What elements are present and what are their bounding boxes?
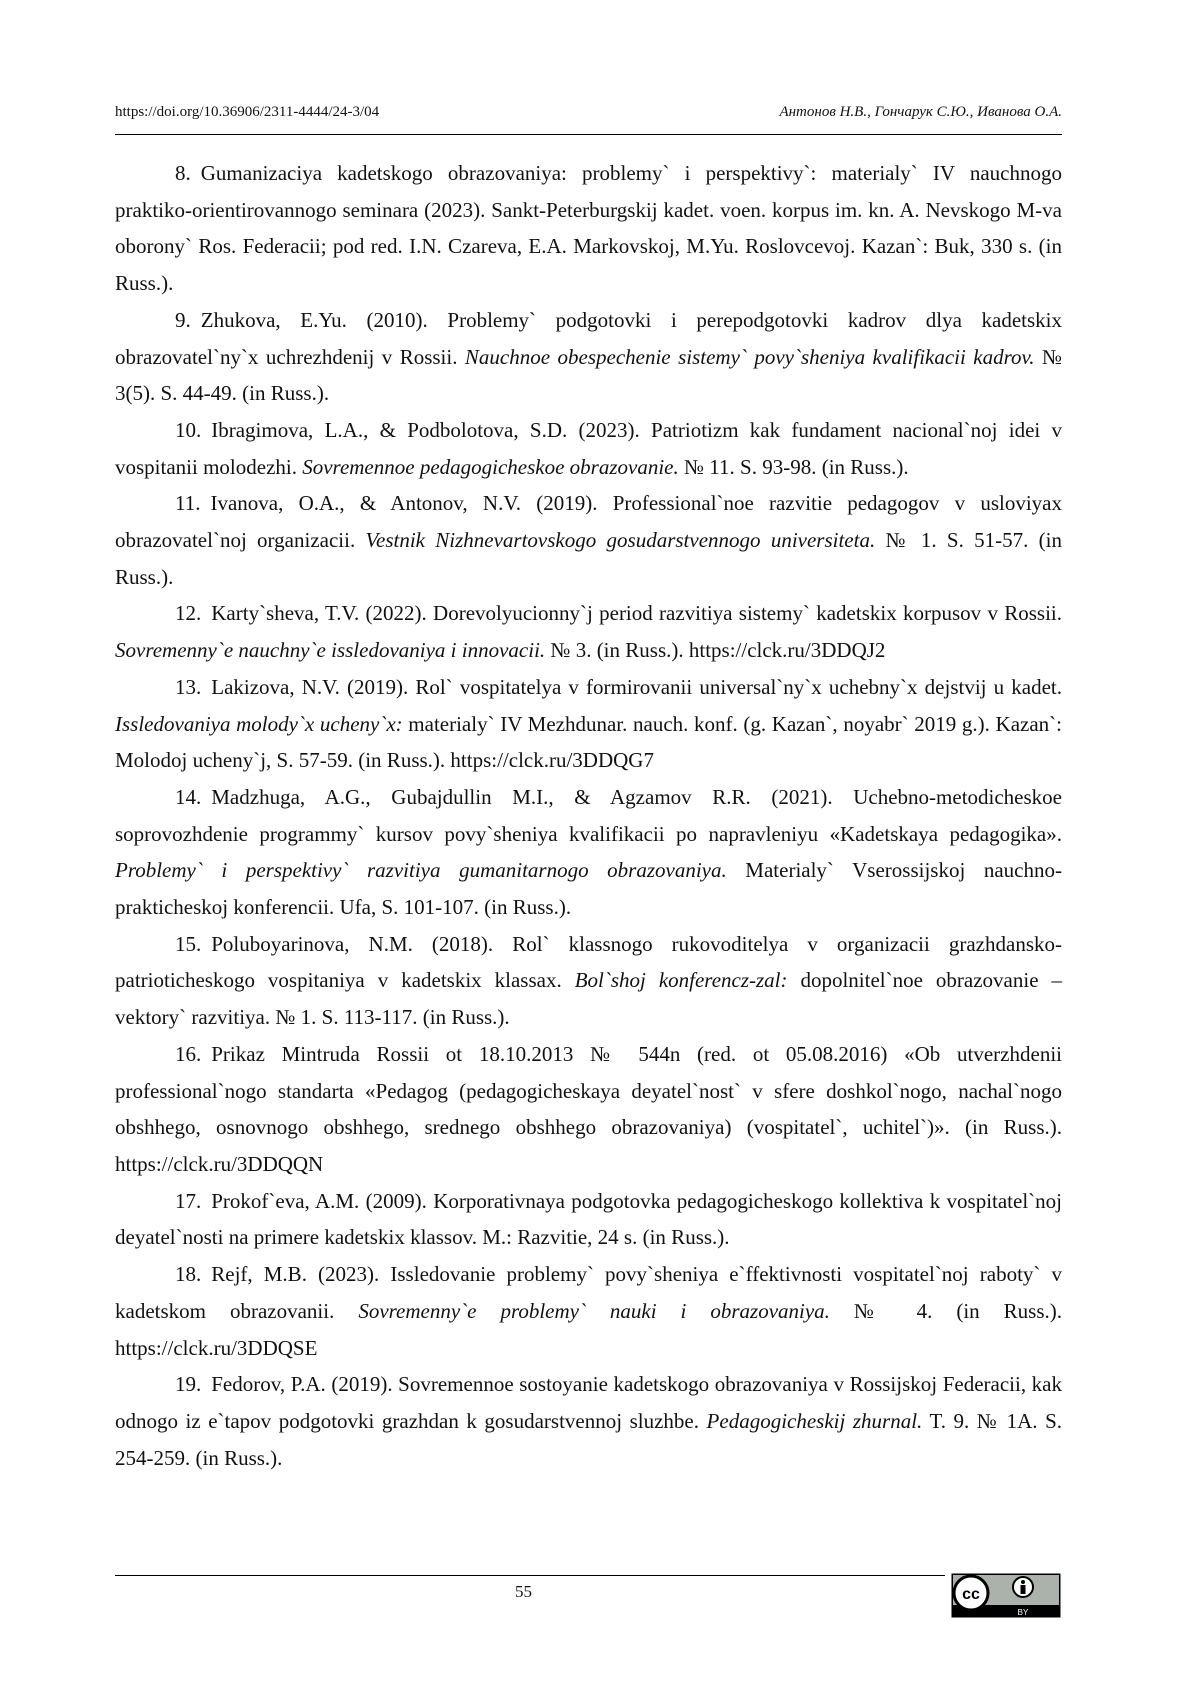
page-header <box>115 104 1062 121</box>
reference-item <box>115 1036 1062 1183</box>
reference-item <box>115 926 1062 1036</box>
doi-link[interactable]: https://doi.org/10.36906/2311-4444/24-3/04 <box>115 104 379 121</box>
reference-text: T. 9. № 1A. S. 254-259. (in Russ.). <box>115 1409 1062 1470</box>
reference-text: Prokof`eva, A.M. (2009). Korporativnaya podgotovka pedagogicheskogo kollektiva k vospitatel`noj deyatel`nosti na primere kadetskix klassov. M.: Razvitie, 24 s. (in Russ.). <box>115 1189 1062 1250</box>
reference-text: Fedorov, P.A. (2019). Sovremennoe sostoyanie kadetskogo obrazovaniya v Rossijskoj Federacii, kak odnogo iz e`tapov podgotovki grazhdan k gosudarstvennoj sluzhbe. <box>115 1372 1062 1433</box>
reference-item <box>115 1256 1062 1366</box>
reference-source-title: Vestnik Nizhnevartovskogo gosudarstvennogo universiteta. <box>366 528 876 552</box>
reference-source-title: Problemy` i perspektivy` razvitiya gumanitarnogo obrazovaniya. <box>115 858 727 882</box>
reference-text: Gumanizaciya kadetskogo obrazovaniya: problemy` i perspektivy`: materialy` IV nauchnogo praktiko-orientirovannogo seminara (2023). Sankt-Peterburgskij kadet. voen. korpus im. kn. A. Nevskogo M-va oborony` Ros. Federacii; pod red. I.N. Czareva, E.A. Markovskoj, M.Yu. Roslovcevoj. Kazan`: Buk, 330 s. (in Russ.). <box>115 161 1062 295</box>
reference-text: Lakizova, N.V. (2019). Rol` vospitatelya v formirovanii universal`ny`x uchebny`x dejstvij u kadet. <box>211 675 1062 699</box>
reference-text: Madzhuga, A.G., Gubajdullin M.I., & Agzamov R.R. (2021). Uchebno-metodicheskoe soprovozhdenie programmy` kursov povy`sheniya kvalifikacii po napravleniyu «Kadetskaya pedagogika». <box>115 785 1062 846</box>
reference-text: Ivanova, O.A., & Antonov, N.V. (2019). Professional`noe razvitie pedagogov v usloviyax obrazovatel`noj organizacii. <box>115 491 1062 552</box>
reference-number: 14. <box>175 785 201 809</box>
reference-text: Karty`sheva, T.V. (2022). Dorevolyucionny`j period razvitiya sistemy` kadetskix korpusov v Rossii. <box>211 601 1062 625</box>
reference-list <box>115 155 1062 1476</box>
reference-number: 9. <box>175 308 191 332</box>
reference-item <box>115 779 1062 926</box>
svg-text:BY: BY <box>1018 1608 1029 1617</box>
reference-item <box>115 595 1062 668</box>
reference-number: 11. <box>175 491 200 515</box>
reference-text: № 3(5). S. 44-49. (in Russ.). <box>115 345 1062 406</box>
reference-source-title: Issledovaniya molody`x ucheny`x: <box>115 712 403 736</box>
reference-source-title: Sovremenny`e problemy` nauki i obrazovaniya. <box>358 1299 830 1323</box>
page-number: 55 <box>515 1582 532 1602</box>
reference-text: Zhukova, E.Yu. (2010). Problemy` podgotovki i perepodgotovki kadrov dlya kadetskix obrazovatel`ny`x uchrezhdenij v Rossii. <box>115 308 1062 369</box>
reference-number: 18. <box>175 1262 201 1286</box>
reference-number: 15. <box>175 932 201 956</box>
reference-source-title: Sovremennoe pedagogicheskoe obrazovanie. <box>302 455 679 479</box>
reference-text: № 11. S. 93-98. (in Russ.). <box>679 455 909 479</box>
reference-text: Rejf, M.B. (2023). Issledovanie problemy` povy`sheniya e`ffektivnosti vospitatel`noj raboty` v kadetskom obrazovanii. <box>115 1262 1062 1323</box>
header-divider <box>115 134 1062 135</box>
reference-item <box>115 669 1062 779</box>
reference-number: 10. <box>175 418 201 442</box>
reference-source-title: Pedagogicheskij zhurnal. <box>707 1409 923 1433</box>
reference-item <box>115 412 1062 485</box>
header-authors: Антонов Н.В., Гончарук С.Ю., Иванова О.А. <box>779 104 1062 121</box>
reference-item <box>115 1183 1062 1256</box>
reference-text: № 4. (in Russ.). https://clck.ru/3DDQSE <box>115 1299 1062 1360</box>
footer-divider <box>115 1575 945 1576</box>
reference-number: 13. <box>175 675 201 699</box>
svg-text:cc: cc <box>962 1586 980 1603</box>
reference-text: № 3. (in Russ.). https://clck.ru/3DDQJ2 <box>545 638 885 662</box>
reference-item <box>115 485 1062 595</box>
cc-by-license-icon <box>951 1573 1061 1618</box>
reference-number: 16. <box>175 1042 201 1066</box>
reference-text: Materialy` Vserossijskoj nauchno-prakticheskoj konferencii. Ufa, S. 101-107. (in Russ.). <box>115 858 1062 919</box>
reference-item <box>115 302 1062 412</box>
reference-text: materialy` IV Mezhdunar. nauch. konf. (g. Kazan`, noyabr` 2019 g.). Kazan`: Molodoj ucheny`j, S. 57-59. (in Russ.). https://clck.ru/3DDQG7 <box>115 712 1062 773</box>
reference-number: 19. <box>175 1372 201 1396</box>
reference-text: Ibragimova, L.A., & Podbolotova, S.D. (2023). Patriotizm kak fundament nacional`noj idei v vospitanii molodezhi. <box>115 418 1062 479</box>
reference-text: dopolnitel`noe obrazovanie – vektory` razvitiya. № 1. S. 113-117. (in Russ.). <box>115 968 1062 1029</box>
reference-number: 12. <box>175 601 201 625</box>
reference-text: Poluboyarinova, N.M. (2018). Rol` klassnogo rukovoditelya v organizacii grazhdansko-patrioticheskogo vospitaniya v kadetskix klassax. <box>115 932 1062 993</box>
reference-source-title: Nauchnoe obespechenie sistemy` povy`sheniya kvalifikacii kadrov. <box>465 345 1035 369</box>
reference-item <box>115 1366 1062 1476</box>
reference-text: № 1. S. 51-57. (in Russ.). <box>115 528 1062 589</box>
reference-number: 17. <box>175 1189 201 1213</box>
reference-source-title: Bol`shoj konferencz-zal: <box>575 968 788 992</box>
reference-number: 8. <box>175 161 191 185</box>
reference-source-title: Sovremenny`e nauchny`e issledovaniya i innovacii. <box>115 638 545 662</box>
reference-item <box>115 155 1062 302</box>
reference-text: Prikaz Mintruda Rossii ot 18.10.2013 № 544n (red. ot 05.08.2016) «Ob utverzhdenii professional`nogo standarta «Pedagog (pedagogicheskaya deyatel`nost` v sfere doshkol`nogo, nachal`nogo obshhego, osnovnogo obshhego, srednego obshhego obrazovaniya) (vospitatel`, uchitel`)». (in Russ.). https://clck.ru/3DDQQN <box>115 1042 1062 1176</box>
